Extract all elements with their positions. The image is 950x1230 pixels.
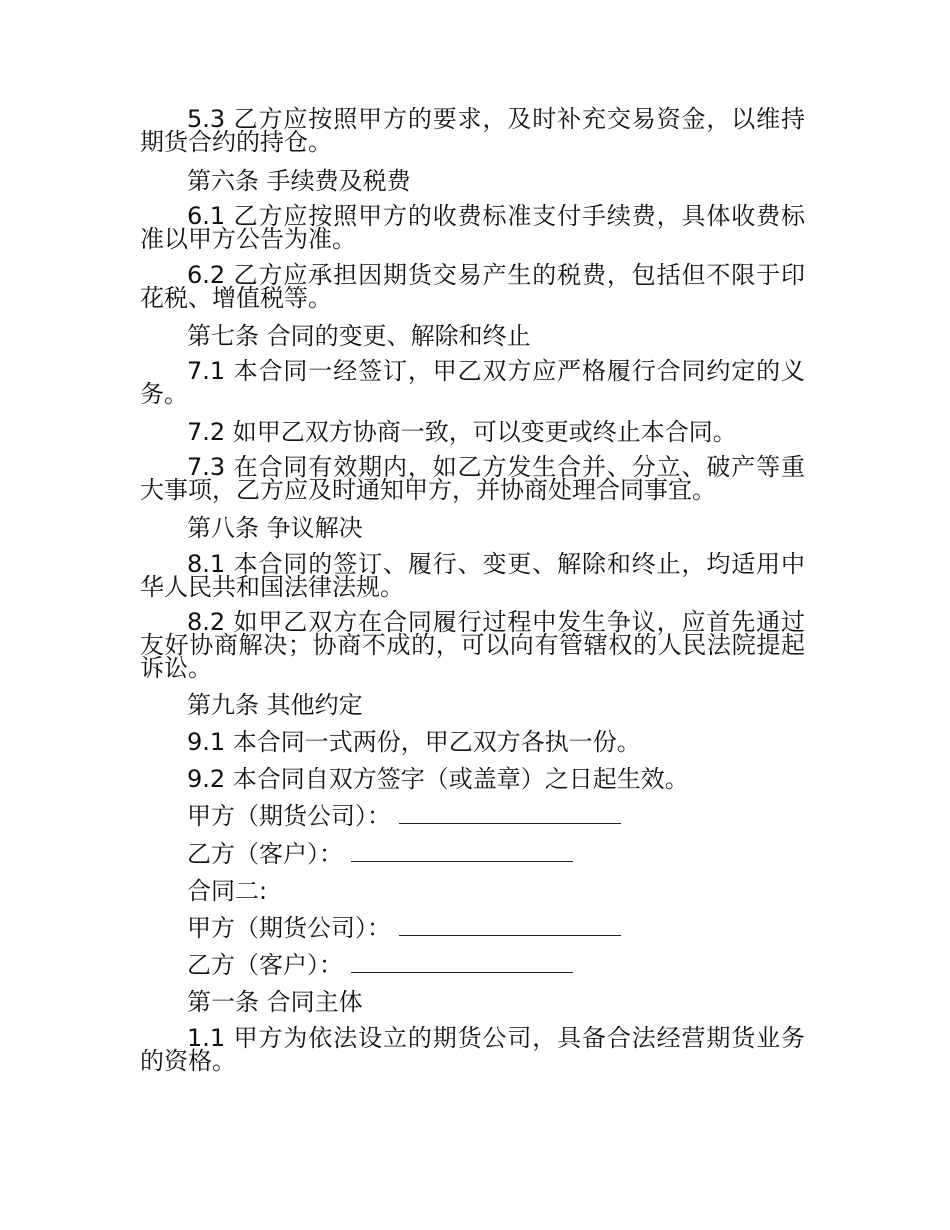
signature-party-a-1 — [187, 801, 621, 831]
article-6-heading: 第六条 手续费及税费 — [187, 167, 411, 195]
article-9-heading: 第九条 其他约定 — [187, 691, 363, 719]
article-8-heading: 第八条 争议解决 — [187, 514, 363, 542]
clause-9-1: 9.1 本合同一式两份，甲乙双方各执一份。 — [187, 728, 641, 756]
party-b-label-1: 乙方（客户）： — [187, 840, 343, 868]
party-a-label-2: 甲方（期货公司）： — [187, 914, 391, 942]
clause-1-1: 1.1 甲方为依法设立的期货公司，具备合法经营期货业务的资格。 — [140, 1024, 805, 1075]
party-a-signature-line-2 — [399, 913, 621, 936]
signature-party-a-2 — [187, 913, 621, 943]
clause-9-2: 9.2 本合同自双方签字（或盖章）之日起生效。 — [187, 765, 689, 793]
clause-8-1: 8.1 本合同的签订、履行、变更、解除和终止，均适用中华人民共和国法律法规。 — [140, 550, 805, 601]
signature-party-b-1 — [187, 839, 573, 869]
clause-5-3: 5.3 乙方应按照甲方的要求，及时补充交易资金，以维持期货合约的持仓。 — [140, 105, 805, 156]
party-b-signature-line-2 — [351, 950, 573, 973]
clause-7-3: 7.3 在合同有效期内，如乙方发生合并、分立、破产等重大事项，乙方应及时通知甲方，并协商处理合同事宜。 — [140, 453, 805, 504]
signature-party-b-2 — [187, 950, 573, 980]
article-7-heading: 第七条 合同的变更、解除和终止 — [187, 322, 531, 350]
party-a-label-1: 甲方（期货公司）： — [187, 802, 391, 830]
clause-8-2: 8.2 如甲乙双方在合同履行过程中发生争议，应首先通过友好协商解决；协商不成的，可以向有管辖权的人民法院提起诉讼。 — [140, 608, 805, 682]
clause-7-2: 7.2 如甲乙双方协商一致，可以变更或终止本合同。 — [187, 418, 737, 446]
party-b-label-2: 乙方（客户）： — [187, 951, 343, 979]
clause-6-2: 6.2 乙方应承担因期货交易产生的税费，包括但不限于印花税、增值税等。 — [140, 261, 805, 312]
party-a-signature-line-1 — [399, 801, 621, 824]
article-1-heading: 第一条 合同主体 — [187, 988, 363, 1016]
clause-7-1: 7.1 本合同一经签订，甲乙双方应严格履行合同约定的义务。 — [140, 357, 805, 408]
contract-2-heading: 合同二: — [187, 877, 268, 905]
clause-6-1: 6.1 乙方应按照甲方的收费标准支付手续费，具体收费标准以甲方公告为准。 — [140, 202, 805, 253]
party-b-signature-line-1 — [351, 839, 573, 862]
